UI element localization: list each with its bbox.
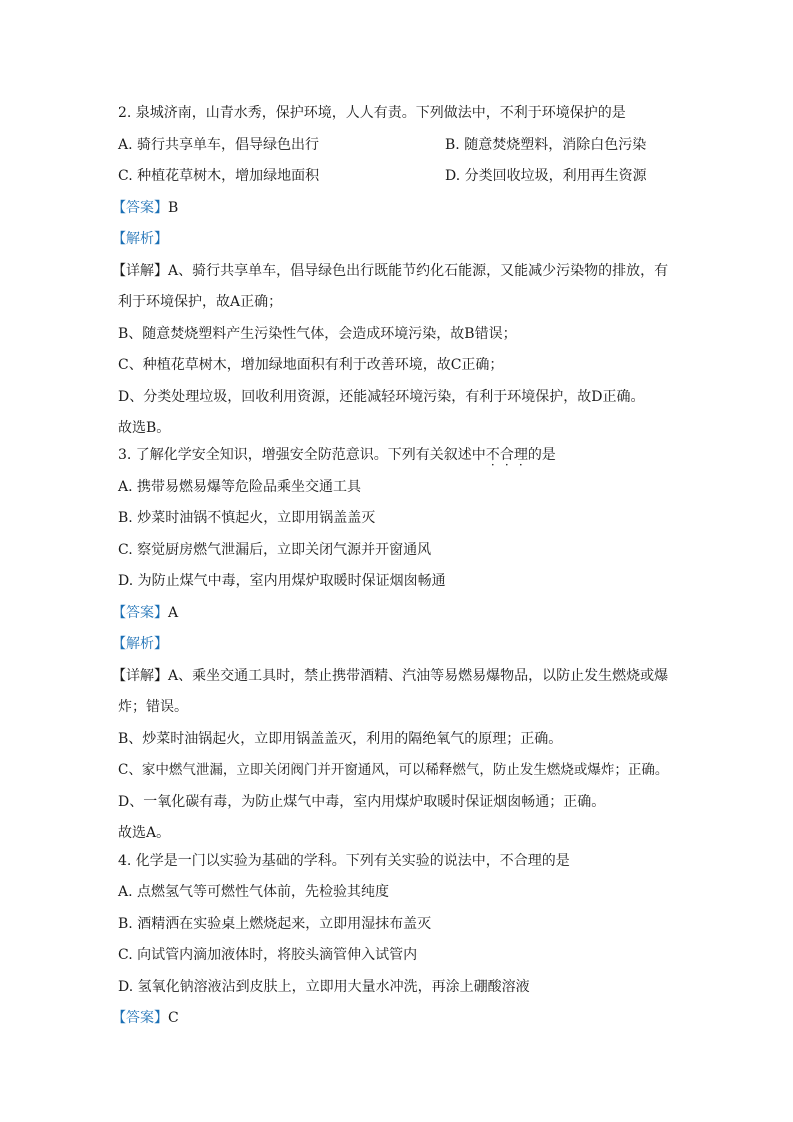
q3-option-a: A. 携带易燃易爆等危险品乘坐交通工具 <box>118 479 362 495</box>
q3-conclusion: 故选A。 <box>118 825 171 841</box>
q3-answer <box>112 604 178 622</box>
q4-answer <box>112 1009 179 1027</box>
q4-option-c: C. 向试管内滴加液体时，将胶头滴管伸入试管内 <box>118 947 418 963</box>
answer-value: A <box>168 605 179 621</box>
answer-value: B <box>168 200 179 216</box>
q4-option-a: A. 点燃氢气等可燃性气体前，先检验其纯度 <box>118 884 390 900</box>
q3-option-c: C. 察觉厨房燃气泄漏后，立即关闭气源并开窗通风 <box>118 542 432 558</box>
q2-answer <box>112 199 178 217</box>
answer-label: 【答案】 <box>112 605 168 621</box>
q3-detail-3: C、家中燃气泄漏，立即关闭阀门并开窗通风，可以稀释燃气，防止发生燃烧或爆炸；正确。 <box>118 762 669 778</box>
emphasis-char: 合 <box>499 447 514 463</box>
q3-stem: 3. 了解化学安全知识，增强安全防范意识。下列有关叙述中不合理的是 <box>118 447 556 463</box>
q3-detail-1: 【详解】A、乘坐交通工具时，禁止携带酒精、汽油等易燃易爆物品，以防止发生燃烧或爆 <box>112 668 669 684</box>
detail-label: 【详解】 <box>112 668 168 684</box>
q2-option-c: C. 种植花草树木，增加绿地面积 <box>118 168 320 184</box>
q2-option-d: D. 分类回收垃圾，利用再生资源 <box>445 168 647 184</box>
q3-option-d: D. 为防止煤气中毒，室内用煤炉取暖时保证烟囱畅通 <box>118 573 446 589</box>
q3-option-b: B. 炒菜时油锅不慎起火，立即用锅盖盖灭 <box>118 510 376 526</box>
q4-option-d: D. 氢氧化钠溶液沾到皮肤上，立即用大量水冲洗，再涂上硼酸溶液 <box>118 979 530 995</box>
q2-detail-1-cont: 利于环境保护，故A正确； <box>118 294 283 310</box>
answer-label: 【答案】 <box>112 200 168 216</box>
emphasis-char: 不 <box>485 447 500 463</box>
q2-detail-1: 【详解】A、骑行共享单车，倡导绿色出行既能节约化石能源，又能减少污染物的排放，有 <box>112 263 669 279</box>
q2-detail-4: D、分类处理垃圾，回收利用资源，还能减轻环境污染，有利于环境保护，故D正确。 <box>118 389 645 405</box>
q3-detail-1-cont: 炸；错误。 <box>118 699 188 715</box>
q2-option-b: B. 随意焚烧塑料，消除白色污染 <box>445 137 647 153</box>
emphasis-char: 理 <box>513 447 528 463</box>
q2-option-a: A. 骑行共享单车，倡导绿色出行 <box>118 137 320 153</box>
q2-analysis-label: 【解析】 <box>112 231 168 247</box>
q3-detail-4: D、一氧化碳有毒，为防止煤气中毒，室内用煤炉取暖时保证烟囱畅通；正确。 <box>118 794 606 810</box>
answer-value: C <box>168 1010 179 1026</box>
q3-analysis-label: 【解析】 <box>112 636 168 652</box>
q3-detail-2: B、炒菜时油锅起火，立即用锅盖盖灭，利用的隔绝氧气的原理；正确。 <box>118 731 563 747</box>
q2-detail-2: B、随意焚烧塑料产生污染性气体，会造成环境污染，故B错误； <box>118 326 517 342</box>
q2-stem: 2. 泉城济南，山青水秀，保护环境，人人有责。下列做法中，不利于环境保护的是 <box>118 105 626 121</box>
q2-conclusion: 故选B。 <box>118 420 171 436</box>
q2-detail-3: C、种植花草树木，增加绿地面积有利于改善环境，故C正确； <box>118 357 504 373</box>
answer-label: 【答案】 <box>112 1010 168 1026</box>
q4-option-b: B. 酒精洒在实验桌上燃烧起来，立即用湿抹布盖灭 <box>118 916 432 932</box>
q4-stem: 4. 化学是一门以实验为基础的学科。下列有关实验的说法中，不合理的是 <box>118 853 570 869</box>
detail-label: 【详解】 <box>112 263 168 279</box>
